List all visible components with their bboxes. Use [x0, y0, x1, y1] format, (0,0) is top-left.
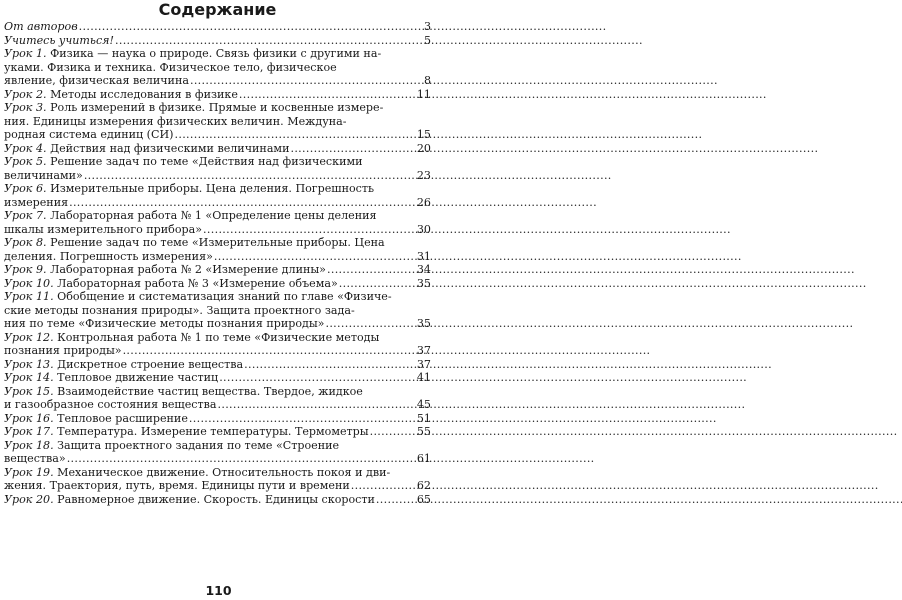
entry-page-number: 23 [416, 168, 431, 182]
entry-text [4, 223, 202, 237]
entry-title: измерения [4, 195, 69, 209]
entry-prefix: Урок 15. [4, 384, 54, 398]
entry-final-line [4, 250, 431, 264]
entry-line [4, 209, 431, 223]
entry-final-line [4, 277, 431, 291]
entry-page-number: 34 [416, 263, 431, 276]
entry-final-line [4, 34, 431, 48]
toc-entry [4, 412, 431, 426]
toc-entry [4, 236, 431, 263]
entry-text [4, 412, 188, 426]
toc-entry [4, 358, 431, 372]
entry-prefix: Урок 17. [4, 425, 54, 438]
toc-entry [4, 466, 431, 493]
entry-text [4, 425, 369, 439]
entry-title: Дискретное строение вещества [57, 357, 244, 371]
entry-prefix: Урок 4. [4, 141, 47, 155]
entry-text: Механическое движение. Относительность покоя и дви- [57, 465, 391, 479]
dot-leader [79, 20, 423, 34]
entry-title: Равномерное движение. Скорость. Единицы скорости [57, 492, 375, 506]
toc-entry [4, 101, 431, 142]
entry-page-number: 41 [416, 371, 431, 384]
entry-prefix: Урок 3. [4, 101, 47, 114]
entry-final-line [4, 20, 431, 34]
dot-leader [325, 317, 415, 331]
entry-text [4, 142, 289, 156]
toc-entry [4, 209, 431, 236]
dot-leader [339, 277, 416, 291]
entry-prefix: Урок 6. [4, 182, 47, 195]
entry-prefix: Урок 14. [4, 371, 54, 384]
toc-entry [4, 88, 431, 102]
dot-leader [214, 250, 416, 264]
dot-leader [69, 196, 416, 210]
dot-leader [239, 88, 416, 102]
entry-text [4, 479, 350, 493]
dot-leader [327, 263, 416, 277]
entry-page-number: 37 [416, 357, 431, 371]
entry-prefix: Урок 20. [4, 492, 54, 506]
entry-final-line [4, 142, 431, 156]
entry-text: Лабораторная работа № 1 «Определение цены деления [50, 209, 377, 222]
entry-line [4, 61, 431, 75]
entry-line [4, 466, 431, 480]
entry-page-number: 51 [416, 411, 431, 425]
entry-text: Взаимодействие частиц вещества. Твердое, жидкое [57, 384, 363, 398]
entry-text [4, 493, 375, 507]
dot-leader [190, 74, 423, 88]
entry-page-number: 3 [423, 20, 431, 33]
dot-leader [290, 142, 415, 156]
entry-page-number: 8 [423, 74, 431, 87]
toc-entry [4, 277, 431, 291]
entry-prefix: Урок 2. [4, 87, 47, 101]
entry-prefix: Урок 18. [4, 438, 54, 452]
toc-entry [4, 371, 431, 385]
entry-title: Тепловое движение частиц [57, 371, 219, 384]
dot-leader [370, 425, 416, 439]
dot-leader [244, 358, 416, 372]
entry-text: Роль измерений в физике. Прямые и косвенные измере- [50, 101, 384, 114]
entry-text: Физика — наука о природе. Связь физики с другими на- [50, 47, 382, 60]
entry-page-number: 55 [416, 425, 431, 438]
entry-line [4, 155, 431, 169]
entry-page-number: 11 [416, 87, 431, 101]
entry-line [4, 115, 431, 129]
entry-prefix: Учитесь учиться! [4, 33, 114, 47]
toc-entry [4, 263, 431, 277]
entry-final-line [4, 128, 431, 142]
page-number: 110 [205, 583, 232, 598]
entry-title: шкалы измерительного прибора» [4, 222, 203, 236]
entry-line [4, 385, 431, 399]
entry-text [4, 263, 326, 277]
entry-page-number: 26 [416, 195, 431, 209]
entry-page-number: 35 [416, 317, 431, 330]
entry-page-number: 20 [416, 141, 431, 155]
entry-prefix: Урок 1. [4, 47, 47, 60]
entry-text: Контрольная работа № 1 по теме «Физические методы [57, 330, 380, 344]
entry-line [4, 290, 431, 304]
dot-leader [175, 128, 416, 142]
entry-prefix: Урок 9. [4, 263, 47, 276]
entry-prefix: Урок 8. [4, 236, 47, 249]
entry-prefix: Урок 16. [4, 411, 54, 425]
dot-leader [218, 398, 416, 412]
toc-entry [4, 385, 431, 412]
entry-prefix: Урок 7. [4, 209, 47, 222]
entry-title: Лабораторная работа № 2 «Измерение длины» [50, 263, 326, 276]
entry-prefix: Урок 5. [4, 155, 47, 168]
entry-text [4, 34, 114, 48]
entry-text: Измерительные приборы. Цена деления. Погрешность [50, 182, 375, 195]
entry-line [4, 47, 431, 61]
entry-title: явление, физическая величина [4, 74, 189, 87]
entry-text [4, 128, 174, 142]
entry-prefix: Урок 12. [4, 330, 54, 344]
toc-entry [4, 425, 431, 439]
entry-prefix: Урок 10. [4, 276, 54, 290]
entry-page-number: 61 [416, 452, 431, 465]
entry-line [4, 304, 431, 318]
entry-prefix: Урок 13. [4, 357, 54, 371]
entry-title: и газообразное состояния вещества [4, 398, 217, 411]
entry-text [4, 371, 218, 385]
dot-leader [189, 412, 416, 426]
toc-entry [4, 47, 431, 88]
entry-text [4, 344, 122, 358]
entry-title: Температура. Измерение температуры. Термометры [57, 425, 369, 438]
entry-title: деления. Погрешность измерения» [4, 249, 213, 263]
entry-text [4, 20, 78, 34]
entry-title: родная система единиц (СИ) [4, 128, 174, 141]
entry-text [4, 317, 324, 331]
entry-final-line [4, 412, 431, 426]
toc-entry [4, 331, 431, 358]
entry-text: ния. Единицы измерения физических величин. Междуна- [4, 114, 347, 128]
dot-leader [203, 223, 416, 237]
entry-text [4, 169, 83, 183]
entry-title: Методы исследования в физике [50, 87, 238, 101]
entry-final-line [4, 493, 431, 507]
entry-text [4, 196, 68, 210]
entry-final-line [4, 344, 431, 358]
entry-text [4, 88, 238, 102]
toc-entry [4, 493, 431, 507]
entry-final-line [4, 371, 431, 385]
entry-prefix: Урок 11. [4, 290, 54, 303]
entry-final-line [4, 88, 431, 102]
entry-text [4, 277, 338, 291]
entry-line [4, 182, 431, 196]
entry-page-number: 5 [423, 33, 431, 47]
entry-title: познания природы» [4, 344, 122, 357]
toc-list [4, 20, 431, 506]
toc-entry [4, 20, 431, 34]
entry-final-line [4, 425, 431, 439]
dot-leader [123, 344, 416, 358]
entry-text: Защита проектного задания по теме «Строение [57, 438, 340, 452]
entry-text [4, 398, 217, 412]
entry-final-line [4, 398, 431, 412]
entry-text: Решение задач по теме «Измерительные приборы. Цена [50, 236, 385, 249]
entry-page-number: 31 [416, 249, 431, 263]
entry-text: ские методы познания природы». Защита проектного зада- [4, 303, 355, 317]
entry-line [4, 236, 431, 250]
dot-leader [84, 169, 416, 183]
entry-text [4, 74, 189, 88]
entry-text [4, 250, 213, 264]
entry-page-number: 45 [416, 398, 431, 411]
entry-final-line [4, 317, 431, 331]
entry-text: Решение задач по теме «Действия над физическими [50, 155, 363, 168]
entry-title: Действия над физическими величинами [50, 141, 290, 155]
entry-final-line [4, 223, 431, 237]
dot-leader [219, 371, 416, 385]
toc-entry [4, 439, 431, 466]
entry-title: вещества» [4, 452, 66, 465]
entry-text [4, 358, 243, 372]
dot-leader [67, 452, 416, 466]
entry-line [4, 439, 431, 453]
entry-page-number: 30 [416, 222, 431, 236]
entry-title: ния по теме «Физические методы познания природы» [4, 317, 325, 330]
entry-final-line [4, 169, 431, 183]
entry-title: Тепловое расширение [57, 411, 188, 425]
entry-title: величинами» [4, 168, 83, 182]
dot-leader [376, 493, 416, 507]
entry-prefix: Урок 19. [4, 465, 54, 479]
toc-page [0, 0, 437, 600]
entry-line [4, 331, 431, 345]
entry-title: Лабораторная работа № 3 «Измерение объема» [57, 276, 338, 290]
toc-entry [4, 155, 431, 182]
entry-text [4, 452, 66, 466]
entry-final-line [4, 452, 431, 466]
entry-line [4, 101, 431, 115]
entry-page-number: 62 [416, 479, 431, 492]
entry-title: жения. Траектория, путь, время. Единицы пути и времени [4, 479, 350, 492]
entry-final-line [4, 479, 431, 493]
entry-page-number: 37 [416, 344, 431, 357]
entry-final-line [4, 358, 431, 372]
toc-entry [4, 182, 431, 209]
entry-final-line [4, 263, 431, 277]
dot-leader [115, 34, 423, 48]
entry-page-number: 15 [416, 128, 431, 141]
entry-final-line [4, 196, 431, 210]
entry-final-line [4, 74, 431, 88]
entry-text: Обобщение и систематизация знаний по главе «Физиче- [57, 290, 392, 303]
dot-leader [351, 479, 416, 493]
entry-text: уками. Физика и техника. Физическое тело, физическое [4, 60, 337, 74]
toc-entry [4, 290, 431, 331]
entry-page-number: 35 [416, 276, 431, 290]
entry-prefix: От авторов [4, 20, 78, 33]
toc-entry [4, 34, 431, 48]
page-title: Содержание [158, 0, 277, 19]
toc-entry [4, 142, 431, 156]
entry-page-number: 65 [416, 492, 431, 506]
